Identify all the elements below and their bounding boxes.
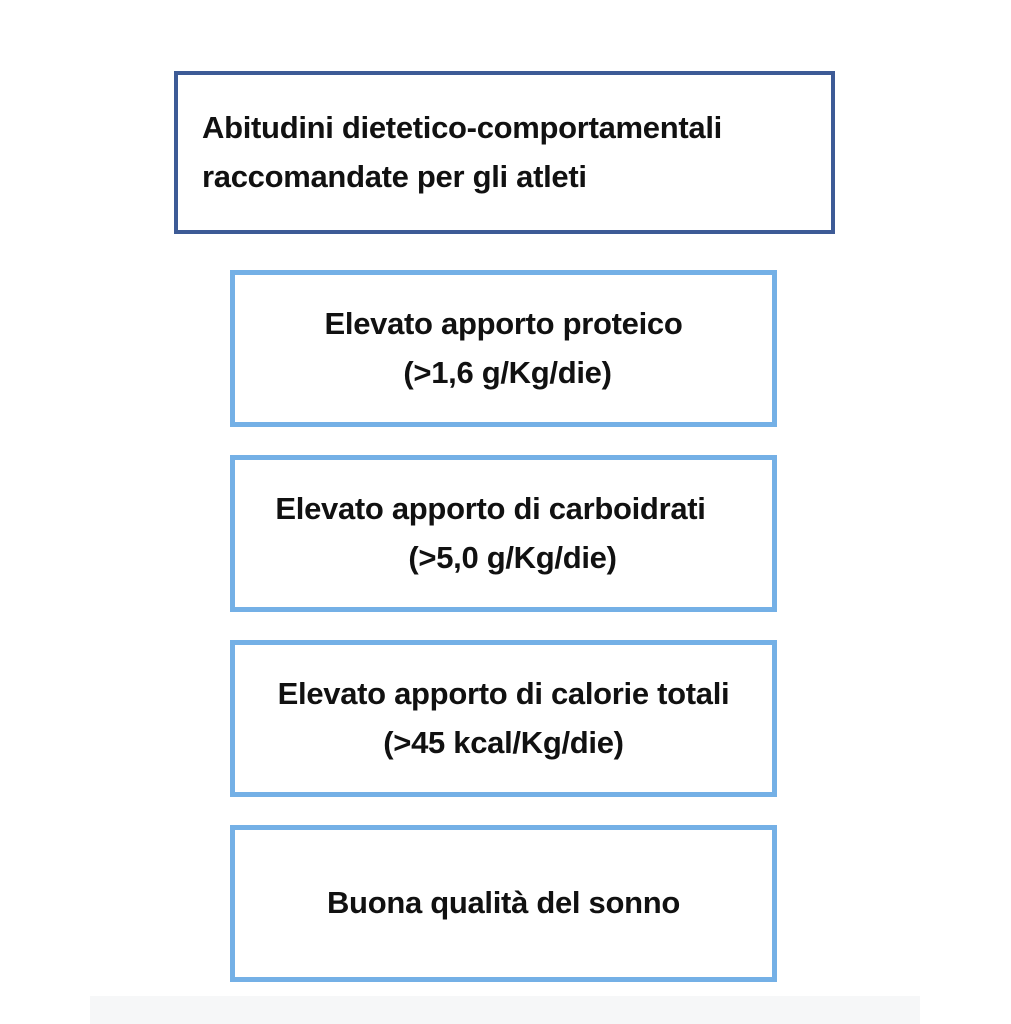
recommendation-box-carbohydrates [230,455,777,612]
recommendation-box-protein [230,270,777,427]
recommendation-value: (>45 kcal/Kg/die) [383,724,624,760]
bottom-shade [90,996,920,1024]
title-line-2: raccomandate per gli atleti [202,158,587,194]
recommendation-value: (>1,6 g/Kg/die) [403,354,612,390]
recommendation-value: (>5,0 g/Kg/die) [408,539,617,575]
recommendation-label: Elevato apporto di carboidrati [275,491,706,527]
title-line-1: Abitudini dietetico-comportamentali [202,110,722,146]
recommendation-box-sleep [230,825,777,982]
recommendation-box-calories [230,640,777,797]
recommendation-label: Buona qualità del sonno [326,885,681,921]
title-box [174,71,835,234]
recommendation-label: Elevato apporto proteico [324,306,683,342]
recommendation-label: Elevato apporto di calorie totali [277,676,730,712]
